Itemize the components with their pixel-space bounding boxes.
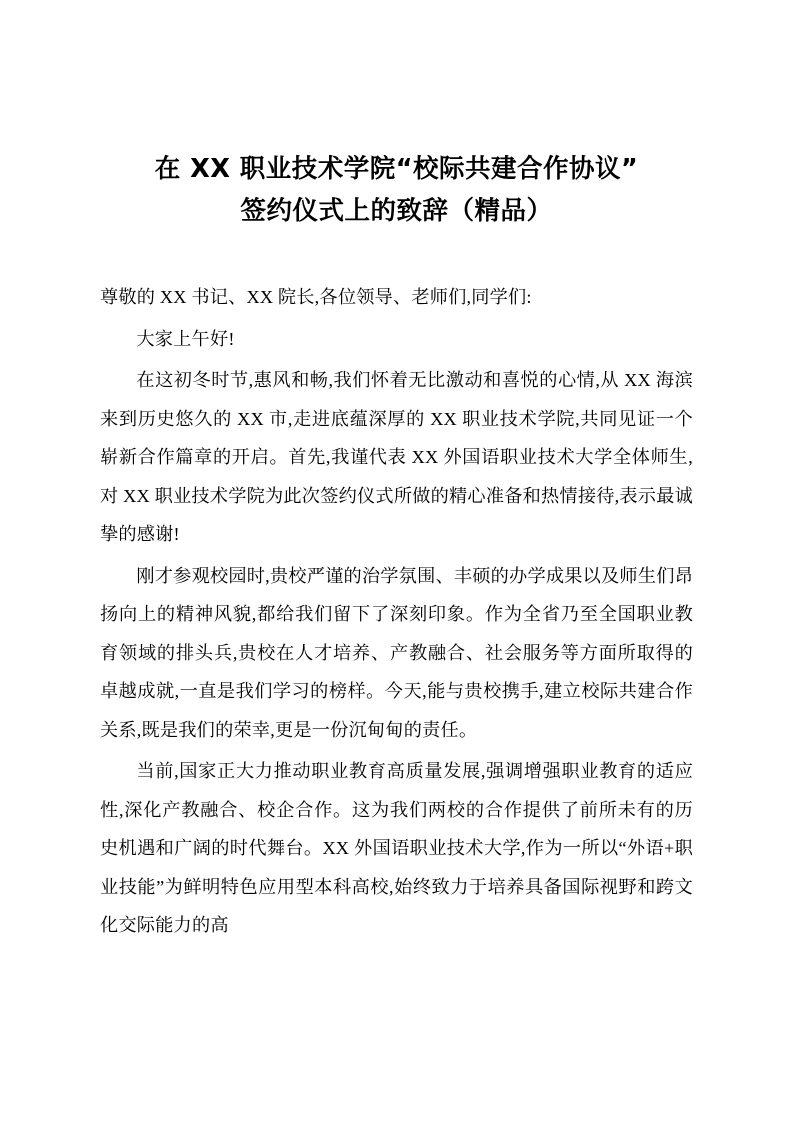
page-title-line-2: 签约仪式上的致辞（精品） bbox=[240, 196, 553, 226]
page-title-line-1: 在 XX 职业技术学院“校际共建合作协议” bbox=[154, 154, 639, 184]
paragraph-greeting: 大家上午好! bbox=[136, 328, 235, 349]
paragraph-campus-visit: 刚才参观校园时,贵校严谨的治学氛围、丰硕的办学成果以及师生们昂扬向上的精神风貌,都给我们留下了深刻印象。作为全省乃至全国职业教育领域的排头兵,贵校在人才培养、产教融合、社会服务等方面所取得的卓越成就,一直是我们学习的榜样。今天,能与贵校携手,建立校际共建合作关系,既是我们的荣幸,更是一份沉甸甸的责任。 bbox=[100, 565, 693, 740]
paragraph-thanks: 在这初冬时节,惠风和畅,我们怀着无比激动和喜悦的心情,从 XX 海滨来到历史悠久的 XX 市,走进底蕴深厚的 XX 职业技术学院,共同见证一个崭新合作篇章的开启。首先,我谨代表 XX 外国语职业技术大学全体师生,对 XX 职业技术学院为此次签约仪式所做的精心准备和热情接待,表示最诚挚的感谢! bbox=[100, 370, 693, 544]
document-body bbox=[100, 278, 693, 945]
page-title bbox=[100, 148, 693, 232]
paragraph-policy: 当前,国家正大力推动职业教育高质量发展,强调增强职业教育的适应性,深化产教融合、校企合作。这为我们两校的合作提供了前所未有的历史机遇和广阔的时代舞台。XX 外国语职业技术大学,作为一所以“外语+职业技能”为鲜明特色应用型本科高校,始终致力于培养具备国际视野和跨文化交际能力的高 bbox=[100, 761, 693, 935]
paragraph-salutation: 尊敬的 XX 书记、XX 院长,各位领导、老师们,同学们: bbox=[100, 287, 532, 307]
